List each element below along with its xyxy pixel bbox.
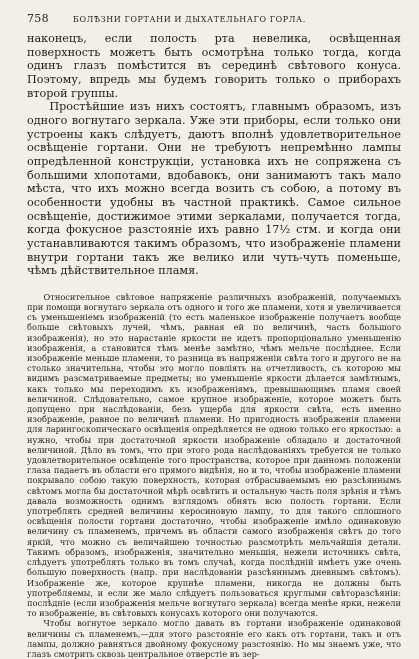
small-print-note [27,292,401,659]
main-text-body [27,32,401,278]
page-number: 758 [27,12,49,25]
paragraph-simplest-instruments: Простѣйшие изъ нихъ состоятъ, главнымъ образомъ, изъ одного вогнутаго зеркала. Уже эти приборы, если только они устроены какъ слѣдуетъ, даютъ вполнѣ удовлетворительное освѣщеніе гортани. Они не требуютъ непремѣнно лампы опредѣленной конструкціи, установка ихъ не сопряжена съ большими хлопотами, вдобавокъ, они занимаютъ такъ мало мѣста, что ихъ можно всегда возить съ собою, а потому въ особенности удобны въ частной практикѣ. Самое сильное освѣщеніе, достижимое этими зеркалами, получается тогда, когда фокусное разстояніе ихъ равно 17½ стм. и когда они устанавливаются такимъ образомъ, что изображеніе пламени внутри гортани такъ же велико или чуть-чуть поменьше, чѣмъ дѣйствительное пламя. [27,100,401,278]
page-header [27,12,401,32]
running-title: БОЛѢЗНИ ГОРТАНИ И ДЫХАТЕЛЬНАГО ГОРЛА. [73,15,306,24]
paragraph-continuation: наконецъ, если полость рта невелика, освѣщенная поверхность можетъ быть осмотрѣна только тогда, когда одинъ глазъ помѣстится въ серединѣ свѣтового конуса. Поэтому, впредь мы будемъ говорить только о приборахъ второй группы. [27,32,401,100]
note-paragraph-relative-brightness: Относительное свѣтовое напряженіе различныхъ изображеній, получаемыхъ при помощи вогнутаго зеркала отъ одного и того же пламени, хотя и увеличивается съ уменьшеніемъ изображеній (то есть маленькое изображеніе получаетъ вообще больше свѣтовыхъ лучей, чѣмъ, равная ей по величинѣ, часть большого изображенія), но это нарастаніе яркости не идетъ пропорціонально уменьшенію изображенія, а становится тѣмъ менѣе замѣтно, чѣмъ мельче послѣднее. Если изображеніе меньше пламени, то разница въ напряженіи свѣта того и другого не на столько значительна, чтобы это могло повліять на отчетливость, съ которою мы видимъ разсматриваемые предметы; но уменьшеніе яркости дѣлается замѣтнымъ, какъ только мы переходимъ къ изображеніямъ, превышающимъ пламя своей величиной. Слѣдовательно, самое крупное изображеніе, которое можетъ быть допущено при наслѣдованіи, безъ ущерба для яркости свѣта, есть именно изображеніе, равное по величинѣ пламени. Но пригодность изображенія пламени для ларингоскопическаго освѣщенія опредѣляется не одною только его яркостью: а нужно, чтобы при достаточной яркости изображеніе обладало и достаточной величиной. Дѣло въ томъ, что при этого рода наслѣдованіяхъ требуется не только удовлетворительное освѣщеніе того пространства, которое при данномъ положеніи глаза падаетъ въ области его прямого видѣнія, но и то, чтобы изображеніе пламени покрывало собою такую поверхность, которая отбрасываемымъ ею разсѣяннымъ свѣтомъ могла бы достаточной мѣрѣ освѣтить и остальную часть поля зрѣнія и тѣмъ давала возможность однимъ взглядомъ обнять всю полость гортани. Если употреблять средней величины керосиновую лампу, то для такого сплошного освѣщенія полости гортани достаточно, чтобы изображеніе имѣло одинаковую величину съ пламенемъ, причемъ въ области самого изображенія свѣтъ до того яркій, что можно съ величайшею точностью разсмотрѣть мельчайшія детали. Такимъ образомъ, изображенія, значительно меньшія, нежели источникъ свѣта, слѣдуетъ употреблять только въ томъ случаѣ, когда послѣдній имѣетъ уже очень большую поверхность (напр. при наслѣдованіи разсѣяннымъ дневнымъ свѣтомъ). Изображеніе же, которое крупнѣе пламени, никогда не должны быть употребляемы, и если же мало слѣдуетъ пользоваться круглыми свѣторазсѣяніи: послѣдніе (если изображенія мельче вогнутаго зеркала) всегда менѣе ярки, нежели то изображеніе, въ свѣтовыхъ конусахъ которого они получаются. [27,291,401,619]
note-paragraph-mirror-distance: Чтобы вогнутое зеркало могло давать въ гортани изображеніе одинаковой величины съ пламенемъ,—для этого разстояніе его какъ отъ гортани, такъ и отъ лампы, должно равняться двойному фокусному разстоянію. Но мы знаемъ уже, что глазъ смотрить сквозь центральное отверстіе въ зер- [27,618,401,659]
